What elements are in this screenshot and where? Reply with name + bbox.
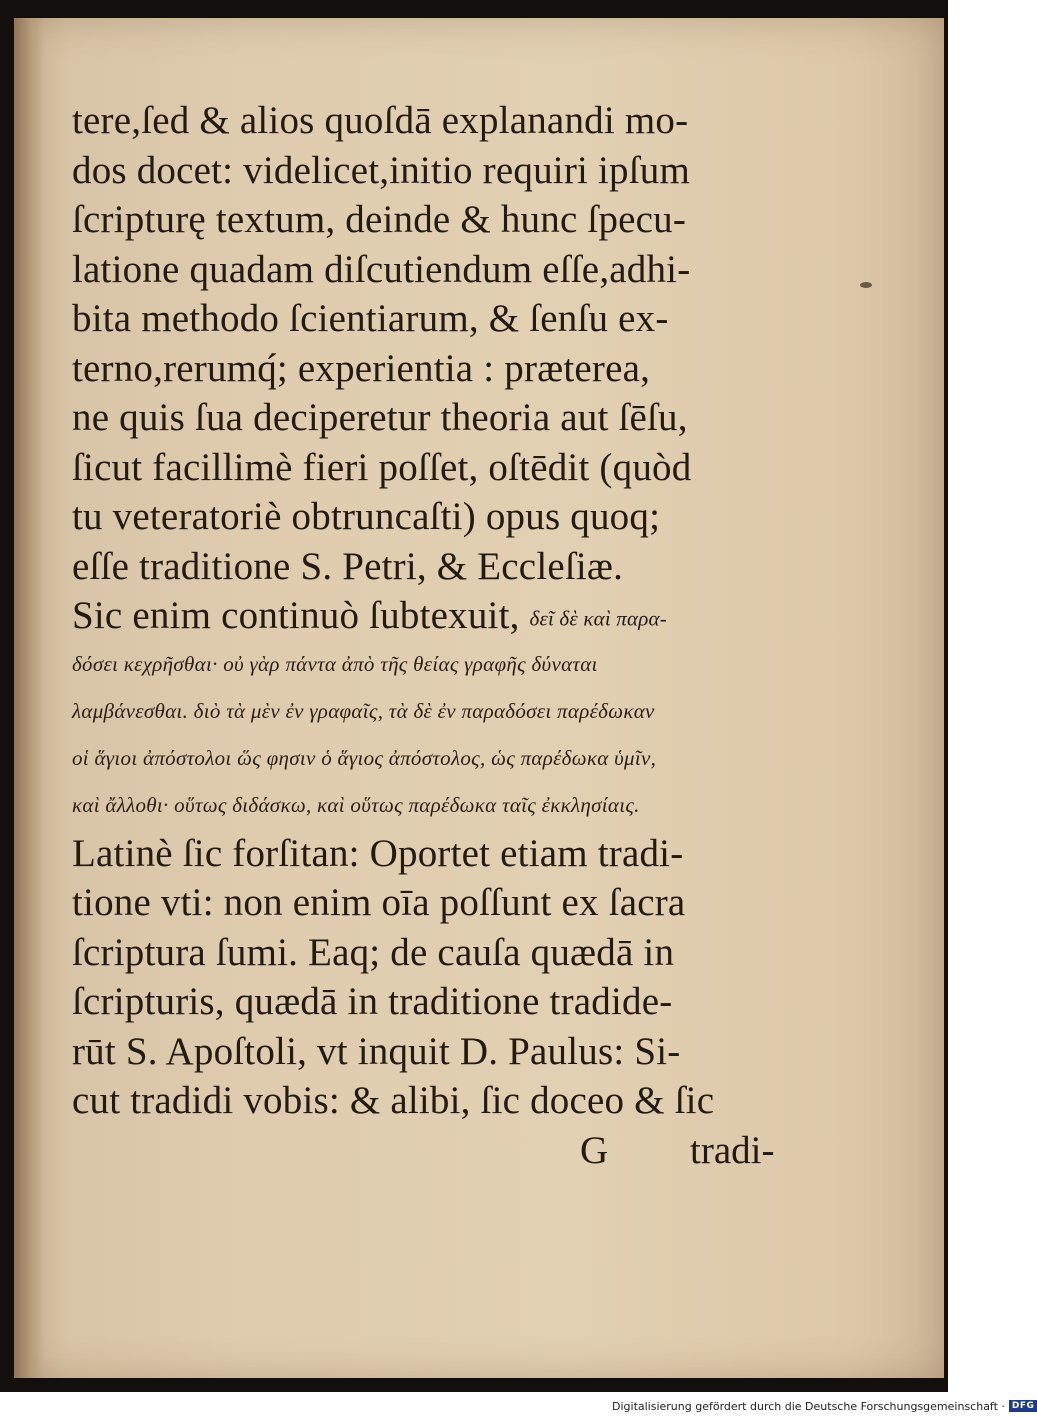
text-line-mixed xyxy=(72,591,802,641)
greek-line: δόσει κεχρῆσθαι· οὐ γὰρ πάντα ἀπὸ τῆς θείας γραφῆς δύναται xyxy=(72,651,598,676)
latin-phrase: Sic enim continuò ſubtexuit, xyxy=(72,594,520,637)
text-line: ſcripturę textum, deinde & hunc ſpecu- xyxy=(72,198,687,241)
text-line: tu veteratoriè obtruncaſti) opus quoq; xyxy=(72,495,661,538)
text-line: ſicut facillimè fieri poſſet, oſtēdit (quòd xyxy=(72,445,692,489)
text-line: rūt S. Apoſtoli, vt inquit D. Paulus: Si- xyxy=(72,1029,681,1073)
page-gutter xyxy=(14,18,44,1378)
text-line: ſcripturis, quædā in traditione tradide- xyxy=(72,980,673,1023)
signature-mark: G xyxy=(580,1128,609,1172)
footer-credit-text: Digitalisierung gefördert durch die Deutsche Forschungsgemeinschaft · xyxy=(612,1399,1005,1413)
footer-credit xyxy=(612,1398,1037,1414)
text-line: latione quadam diſcutiendum eſſe,adhi- xyxy=(72,247,691,291)
text-line: terno,rerumq́; experientia : præterea, xyxy=(72,346,651,390)
greek-line: οἱ ἅγιοι ἀπόστολοι ὥς φησιν ὁ ἅγιος ἀπόστολος, ὡς παρέδωκα ὑμῖν, xyxy=(72,745,657,770)
text-line: Latinè ſic forſitan: Oportet etiam tradi- xyxy=(72,831,684,875)
signature-line xyxy=(72,1126,802,1176)
greek-line: καὶ ἄλλοθι· οὕτως διδάσκω, καὶ οὕτως παρέδωκα ταῖς ἐκκλησίαις. xyxy=(72,792,640,817)
greek-phrase-start: δεῖ δὲ καὶ παρα- xyxy=(529,606,667,631)
text-line: ſcriptura ſumi. Eaq; de cauſa quædā in xyxy=(72,930,675,974)
greek-line: λαμβάνεσθαι. διὸ τὰ μὲν ἐν γραφαῖς, τὰ δὲ ἐν παραδόσει παρέδωκαν xyxy=(72,698,655,723)
paper-speck xyxy=(860,282,872,288)
text-line: ne quis ſua deciperetur theoria aut ſēſu, xyxy=(72,396,688,439)
text-line: tione vti: non enim oīa poſſunt ex ſacra xyxy=(72,881,686,924)
book-page xyxy=(14,18,944,1378)
catchword: tradi- xyxy=(690,1128,775,1172)
text-line: dos docet: videlicet,initio requiri ipſum xyxy=(72,148,690,192)
text-line: tere,ſed & alios quoſdā explanandi mo- xyxy=(72,99,689,142)
text-line: cut tradidi vobis: & alibi, ſic doceo & ſic xyxy=(72,1079,715,1122)
dfg-logo: DFG xyxy=(1009,1400,1037,1412)
page-text-block xyxy=(72,96,802,1175)
text-line: eſſe traditione S. Petri, & Eccleſiæ. xyxy=(72,544,624,588)
text-line: bita methodo ſcientiarum, & ſenſu ex- xyxy=(72,297,669,340)
